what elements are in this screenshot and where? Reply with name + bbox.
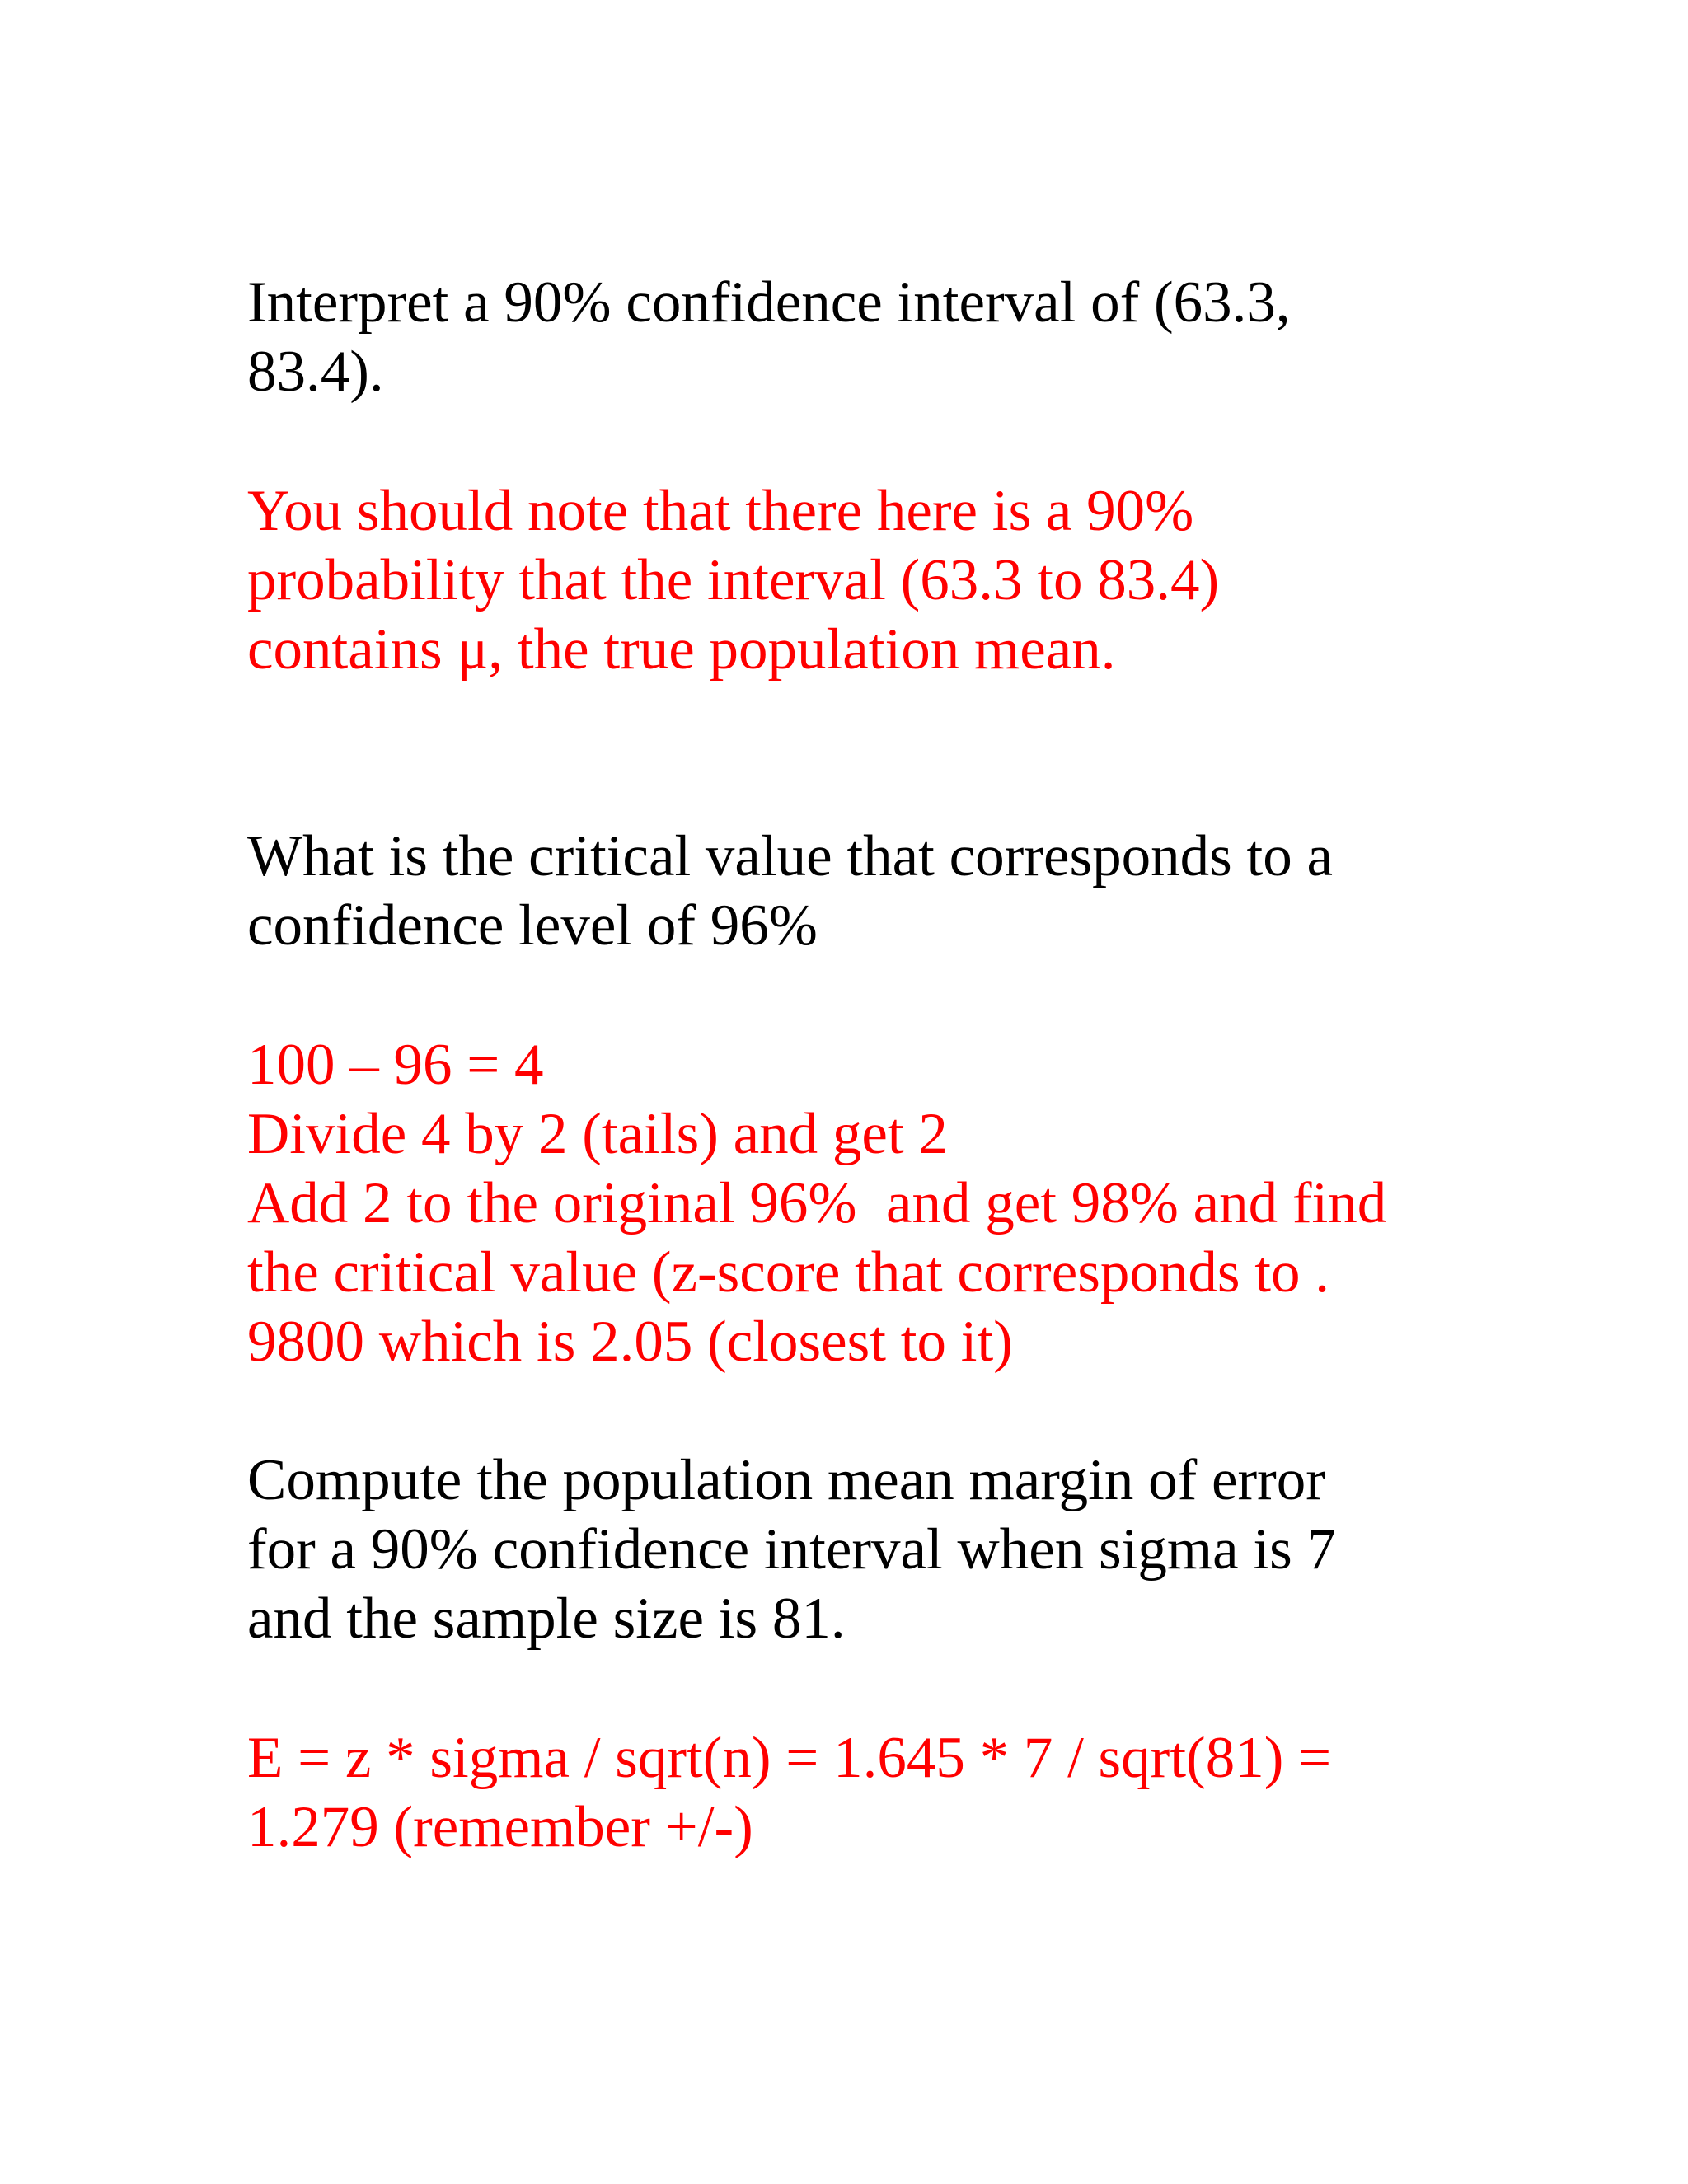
- answer-critical-value: [247, 1030, 1484, 1376]
- text-line: contains μ, the true population mean.: [247, 617, 1116, 682]
- text-line: the critical value (z-score that corresponds to .: [247, 1240, 1329, 1305]
- text-line: confidence level of 96%: [247, 893, 818, 958]
- text-line: Interpret a 90% confidence interval of (63.3,: [247, 270, 1291, 335]
- text-line: Add 2 to the original 96% and get 98% and find: [247, 1171, 1387, 1235]
- text-line: 9800 which is 2.05 (closest to it): [247, 1310, 1013, 1374]
- text-line: What is the critical value that corresponds to a: [247, 824, 1333, 888]
- text-line: 83.4).: [247, 340, 384, 404]
- text-line: 100 – 96 = 4: [247, 1033, 544, 1097]
- text-line: 1.279 (remember +/-): [247, 1795, 753, 1859]
- question-confidence-interval: [247, 268, 1484, 406]
- text-line: E = z * sigma / sqrt(n) = 1.645 * 7 / sqrt(81) =: [247, 1726, 1332, 1790]
- text-line: You should note that there here is a 90%: [247, 479, 1194, 543]
- answer-confidence-interval: [247, 476, 1484, 684]
- text-line: probability that the interval (63.3 to 83.4): [247, 548, 1220, 612]
- text-line: and the sample size is 81.: [247, 1586, 846, 1651]
- text-line: Compute the population mean margin of error: [247, 1448, 1325, 1512]
- answer-margin-of-error: [247, 1723, 1484, 1862]
- text-line: for a 90% confidence interval when sigma is 7: [247, 1517, 1336, 1582]
- question-margin-of-error: [247, 1446, 1484, 1653]
- text-line: Divide 4 by 2 (tails) and get 2: [247, 1102, 948, 1166]
- question-critical-value: [247, 822, 1484, 960]
